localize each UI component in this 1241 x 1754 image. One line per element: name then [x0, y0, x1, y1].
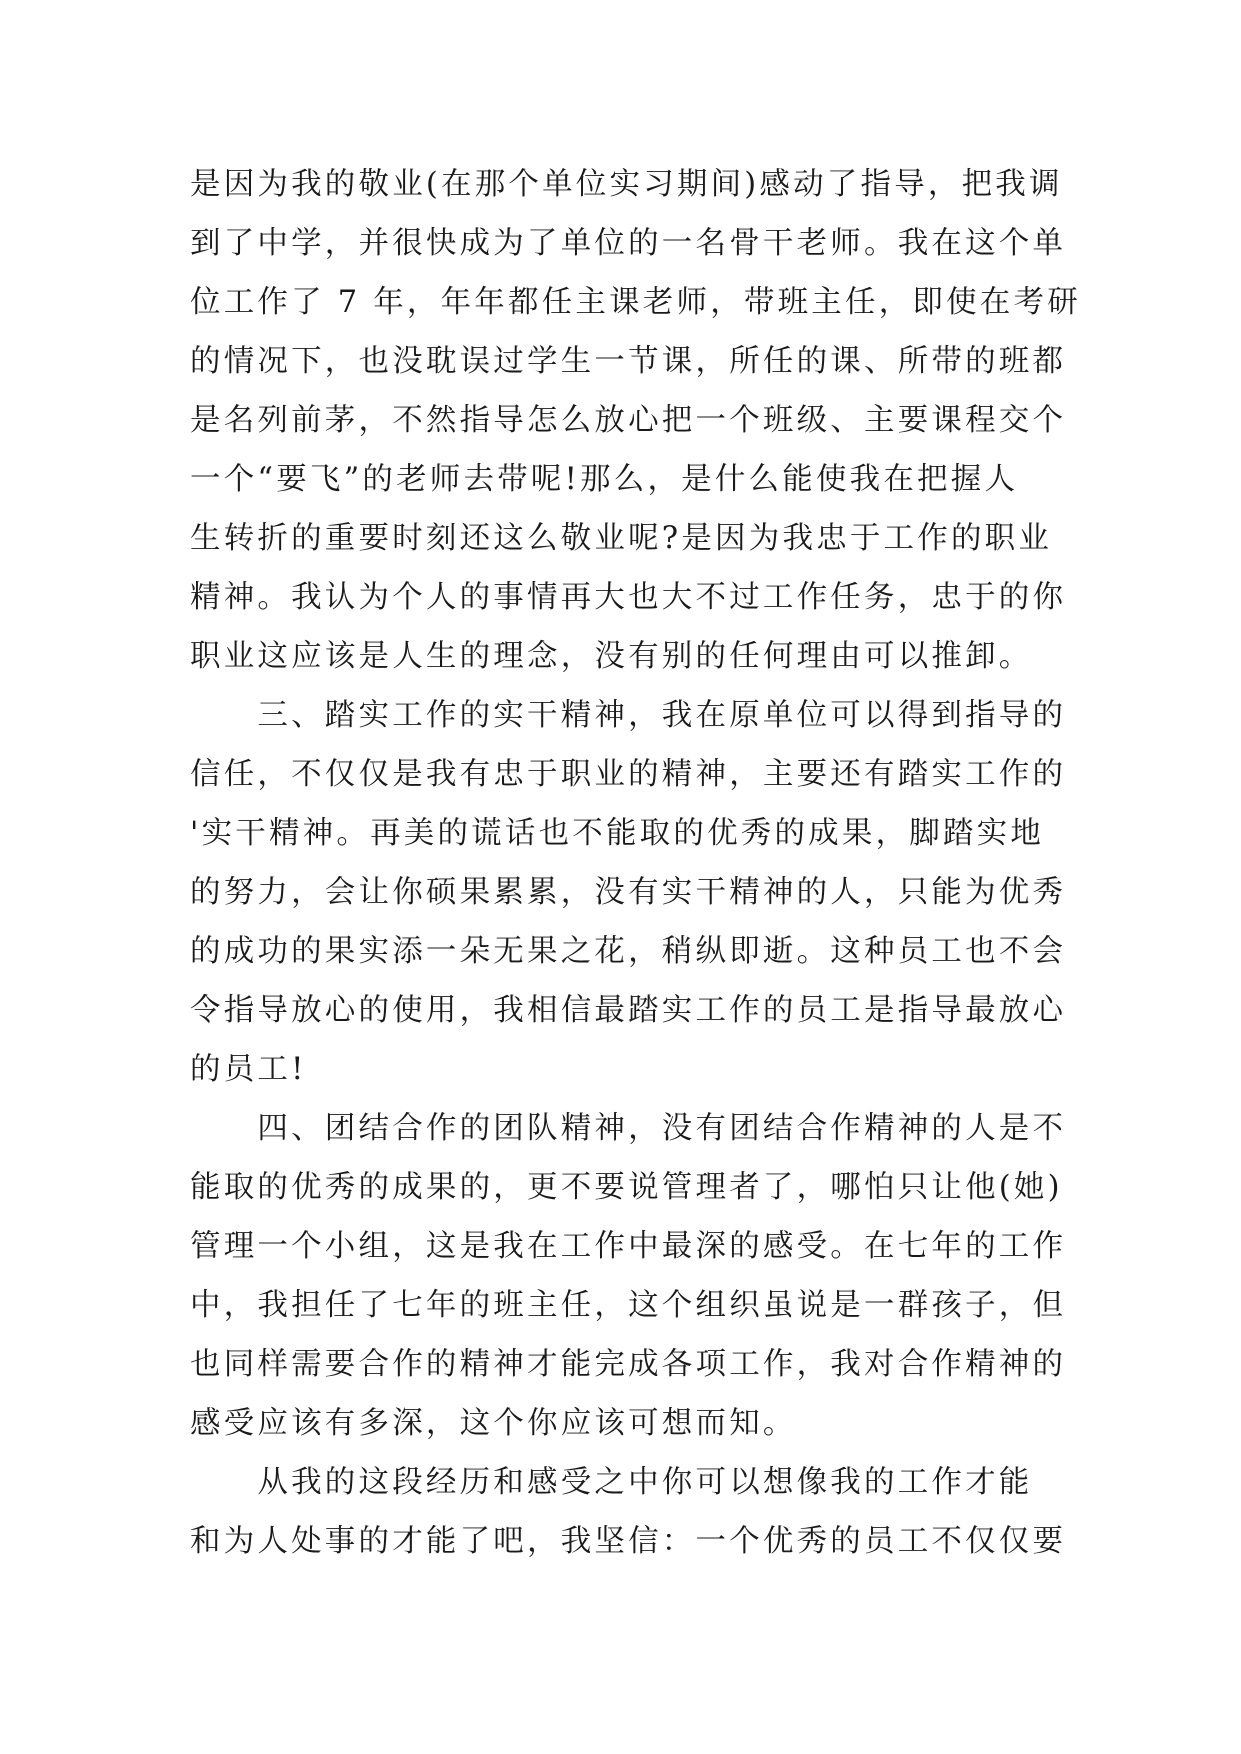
text-line: 从我的这段经历和感受之中你可以想像我的工作才能 — [190, 1465, 1033, 1500]
text-line: 位工作了 7 年，年年都任主课老师，带班主任，即使在考研 — [190, 285, 1081, 320]
text-line: 的情况下，也没耽误过学生一节课，所任的课、所带的班都 — [190, 344, 1067, 379]
text-line: 的成功的果实添一朵无果之花，稍纵即逝。这种员工也不会 — [190, 934, 1067, 969]
text-line: 的努力，会让你硕果累累，没有实干精神的人，只能为优秀 — [190, 875, 1067, 910]
text-line: 中，我担任了七年的班主任，这个组织虽说是一群孩子，但 — [190, 1288, 1067, 1323]
text-line: 生转折的重要时刻还这么敬业呢?是因为我忠于工作的职业 — [190, 521, 1053, 556]
text-line: 三、踏实工作的实干精神，我在原单位可以得到指导的 — [190, 698, 1067, 733]
text-line: 四、团结合作的团队精神，没有团结合作精神的人是不 — [190, 1111, 1067, 1146]
text-line: 是因为我的敬业(在那个单位实习期间)感动了指导，把我调 — [190, 167, 1063, 202]
text-line: 感受应该有多深，这个你应该可想而知。 — [190, 1406, 797, 1441]
text-line: 也同样需要合作的精神才能完成各项工作，我对合作精神的 — [190, 1347, 1067, 1382]
text-line: 能取的优秀的成果的，更不要说管理者了，哪怕只让他(她) — [190, 1170, 1063, 1205]
text-line: 是名列前茅，不然指导怎么放心把一个班级、主要课程交个 — [190, 403, 1067, 438]
text-line: 信任，不仅仅是我有忠于职业的精神，主要还有踏实工作的 — [190, 757, 1067, 792]
text-line: 一个“要飞”的老师去带呢!那么，是什么能使我在把握人 — [190, 462, 1019, 497]
text-line: 到了中学，并很快成为了单位的一名骨干老师。我在这个单 — [190, 226, 1067, 261]
text-line: 职业这应该是人生的理念，没有别的任何理由可以推卸。 — [190, 639, 1033, 674]
text-line: 的员工! — [190, 1052, 307, 1087]
body-text — [190, 155, 1081, 1571]
text-line: 精神。我认为个人的事情再大也大不过工作任务，忠于的你 — [190, 580, 1067, 615]
text-line: 和为人处事的才能了吧，我坚信：一个优秀的员工不仅仅要 — [190, 1524, 1067, 1559]
text-line: 令指导放心的使用，我相信最踏实工作的员工是指导最放心 — [190, 993, 1067, 1028]
text-line: 管理一个小组，这是我在工作中最深的感受。在七年的工作 — [190, 1229, 1067, 1264]
text-line: '实干精神。再美的谎话也不能取的优秀的成果，脚踏实地 — [190, 816, 1045, 851]
